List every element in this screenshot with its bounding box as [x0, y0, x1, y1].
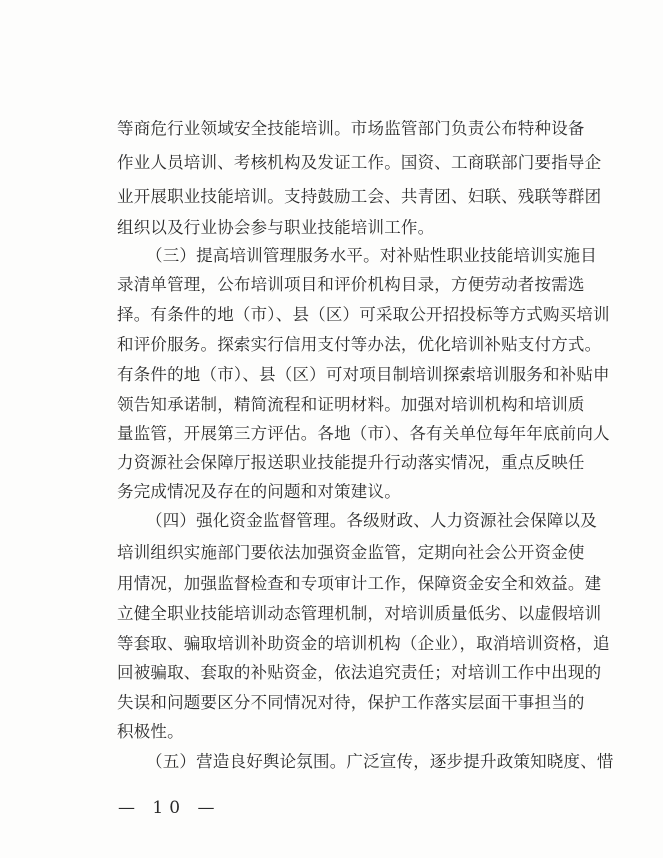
section-heading-4: （四）强化资金监督管理。各级财政、人力资源社会保障以及 — [146, 511, 597, 530]
section-heading-5: （五）营造良好舆论氛围。广泛宣传，逐步提升政策知晓度、惜 — [146, 752, 614, 771]
body-text-line: 积极性。 — [117, 722, 184, 741]
body-text-line: 立健全职业技能培训动态管理机制，对培训质量低劣、以虚假培训 — [117, 604, 602, 623]
page-number: — 10 — — [118, 798, 221, 818]
body-text-line: 务完成情况及存在的问题和对策建议。 — [117, 482, 401, 501]
body-text-line: 作业人员培训、考核机构及发证工作。国资、工商联部门要指导企 — [117, 153, 602, 172]
body-text-line: 领告知承诺制，精简流程和证明材料。加强对培训机构和培训质 — [117, 395, 585, 414]
body-text-line: 录清单管理，公布培训项目和评价机构目录，方便劳动者按需选 — [117, 275, 585, 294]
body-text-line: 组织以及行业协会参与职业技能培训工作。 — [117, 218, 435, 237]
body-text-line: 力资源社会保障厅报送职业技能提升行动落实情况，重点反映任 — [117, 453, 585, 472]
body-text-line: 回被骗取、套取的补贴资金，依法追究责任；对培训工作中出现的 — [117, 663, 602, 682]
body-text-line: 用情况，加强监督检查和专项审计工作，保障资金安全和效益。建 — [117, 574, 602, 593]
body-text-line: 有条件的地（市）、县（区）可对项目制培训探索培训服务和补贴申 — [117, 365, 610, 384]
body-text-line: 和评价服务。探索实行信用支付等办法，优化培训补贴支付方式。 — [117, 335, 602, 354]
body-text-line: 择。有条件的地（市）、县（区）可采取公开招投标等方式购买培训 — [117, 305, 610, 324]
body-text-line: 量监管，开展第三方评估。各地（市）、各有关单位每年年底前向人 — [117, 424, 610, 443]
body-text-line: 等套取、骗取培训补助资金的培训机构（企业），取消培训资格，追 — [117, 634, 610, 653]
section-heading-3: （三）提高培训管理服务水平。对补贴性职业技能培训实施目 — [146, 246, 597, 265]
body-text-line: 等商危行业领域安全技能培训。市场监管部门负责公布特种设备 — [117, 119, 585, 138]
body-text-line: 失误和问题要区分不同情况对待，保护工作落实层面干事担当的 — [117, 693, 585, 712]
body-text-line: 业开展职业技能培训。支持鼓励工会、共青团、妇联、残联等群团 — [117, 187, 602, 206]
body-text-line: 培训组织实施部门要依法加强资金监管，定期向社会公开资金使 — [117, 543, 585, 562]
